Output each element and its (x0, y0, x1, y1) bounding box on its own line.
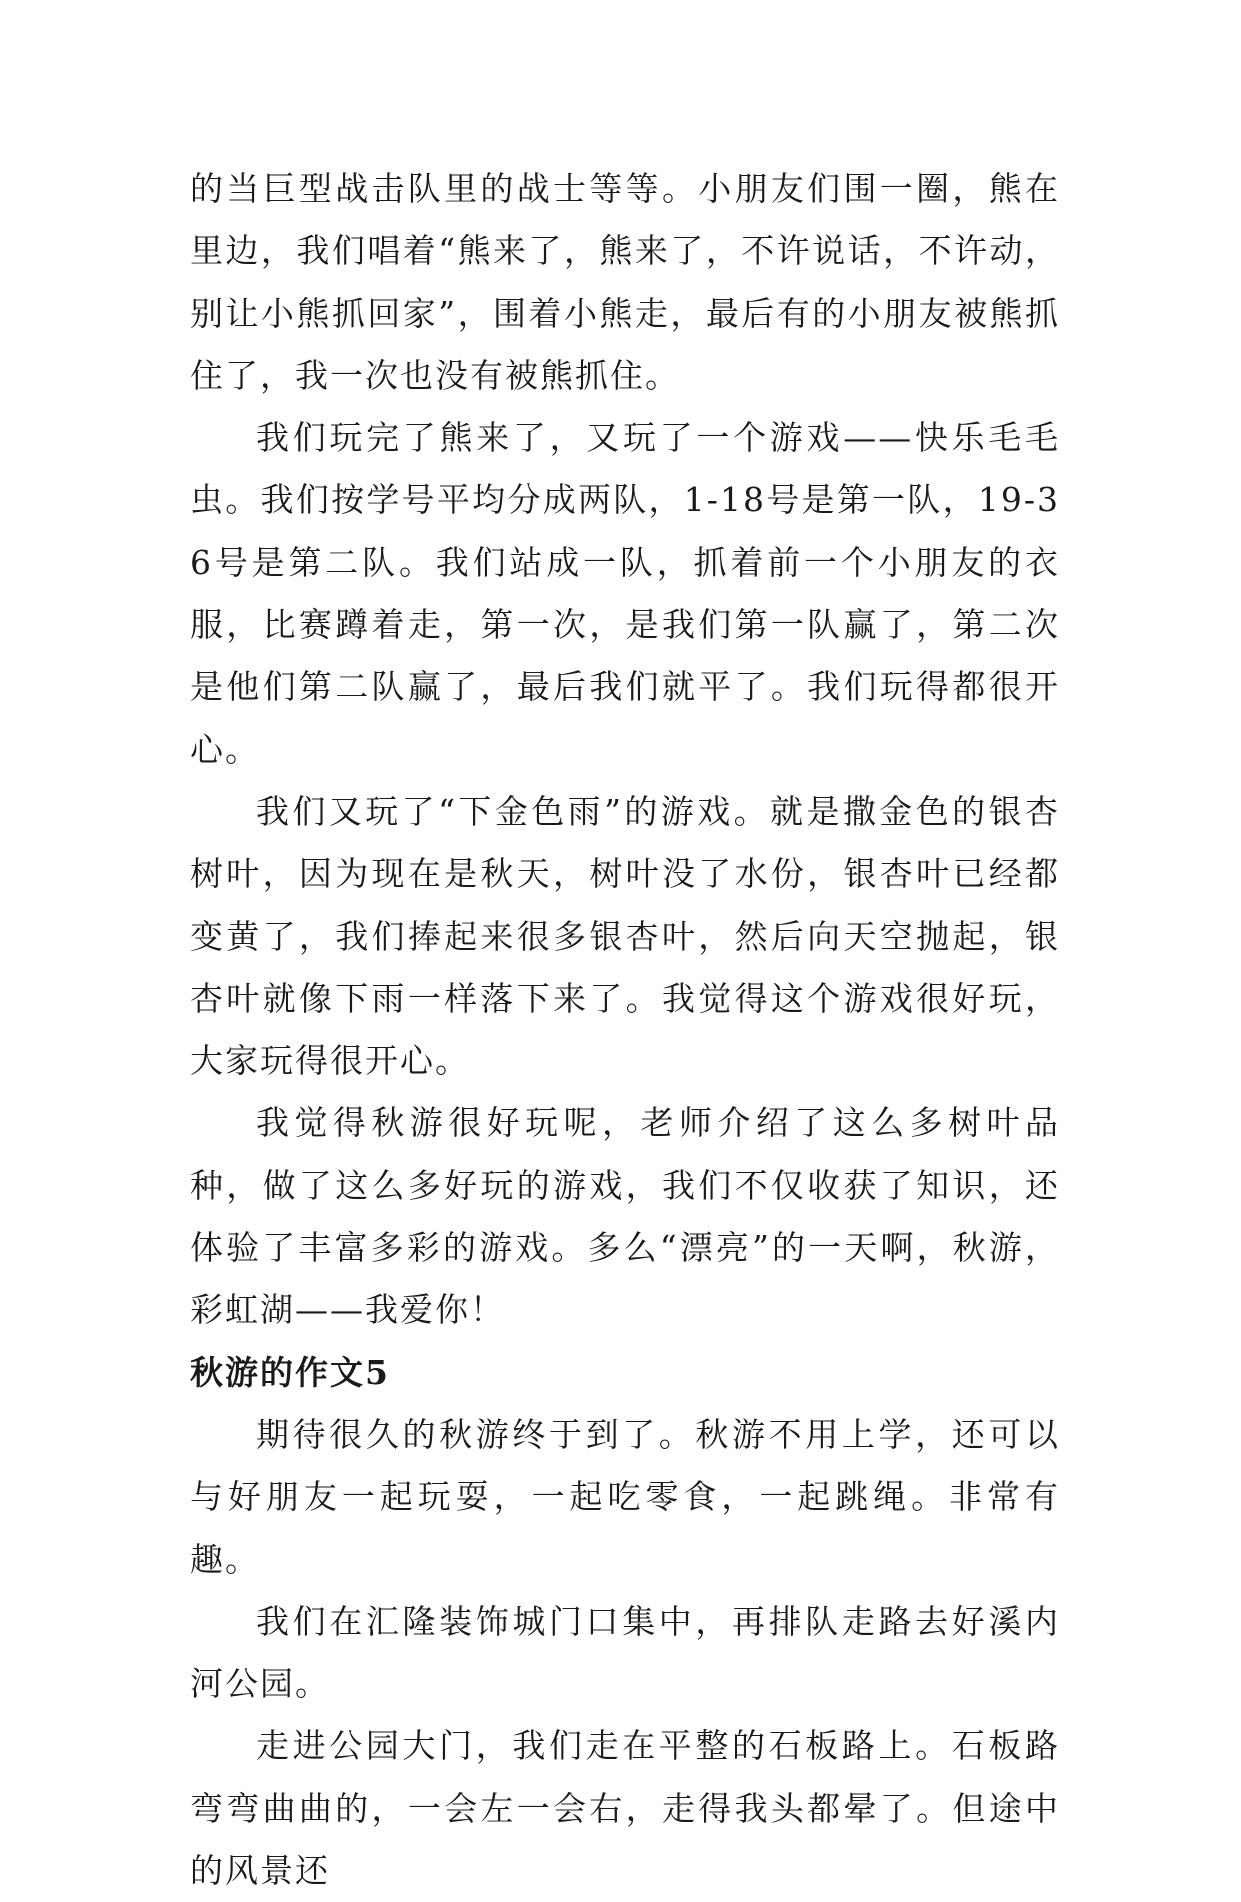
section-heading: 秋游的作文5 (190, 1352, 390, 1392)
paragraph-golden-rain-game: 我们又玩了“下金色雨”的游戏。就是撒金色的银杏树叶，因为现在是秋天，树叶没了水份，银杏叶已经都变黄了，我们捧起来很多银杏叶，然后向天空抛起，银杏叶就像下雨一样落下来了。我觉得这个游戏很好玩，大家玩得很开心。 (190, 791, 1060, 1081)
paragraph-park-path: 走进公园大门，我们走在平整的石板路上。石板路弯弯曲曲的，一会左一会右，走得我头都晕了。但途中的风景还 (190, 1726, 1060, 1891)
paragraph-gathering: 我们在汇隆装饰城门口集中，再排队走路去好溪内河公园。 (190, 1601, 1060, 1704)
paragraph-caterpillar-game: 我们玩完了熊来了，又玩了一个游戏——快乐毛毛虫。我们按学号平均分成两队，1-18号是第一队，19-36号是第二队。我们站成一队，抓着前一个小朋友的衣服，比赛蹲着走，第一次，是我们第一队赢了，第二次是他们第二队赢了，最后我们就平了。我们玩得都很开心。 (190, 418, 1060, 769)
document-page (190, 158, 1060, 1902)
paragraph-bear-game: 的当巨型战击队里的战士等等。小朋友们围一圈，熊在里边，我们唱着“熊来了，熊来了，不许说话，不许动，别让小熊抓回家”，围着小熊走，最后有的小朋友被熊抓住了，我一次也没有被熊抓住。 (190, 169, 1060, 395)
paragraph-conclusion: 我觉得秋游很好玩呢，老师介绍了这么多树叶品种，做了这么多好玩的游戏，我们不仅收获了知识，还体验了丰富多彩的游戏。多么“漂亮”的一天啊，秋游，彩虹湖——我爱你！ (190, 1103, 1060, 1330)
paragraph-anticipation: 期待很久的秋游终于到了。秋游不用上学，还可以与好朋友一起玩耍，一起吃零食，一起跳绳。非常有趣。 (190, 1414, 1060, 1579)
